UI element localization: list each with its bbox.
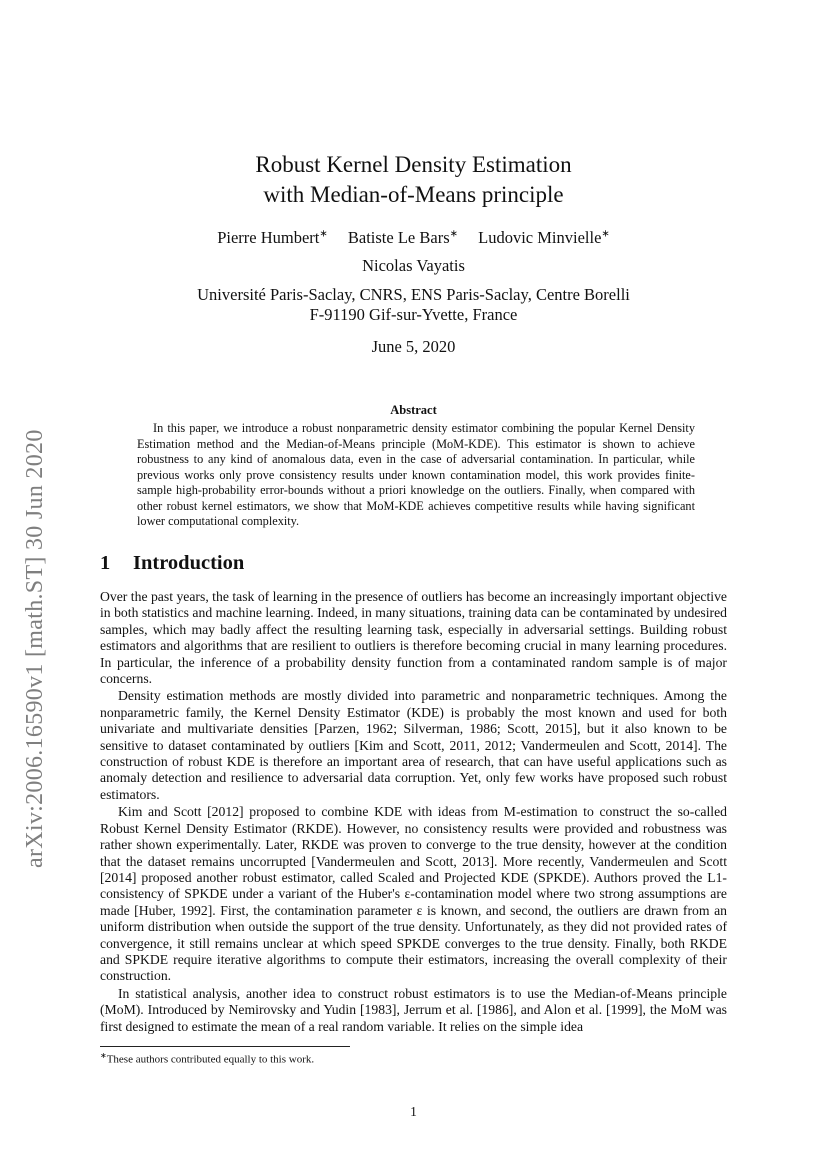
footnote-rule xyxy=(100,1046,350,1047)
affiliation xyxy=(100,285,727,325)
section-title: Introduction xyxy=(133,552,245,574)
author: Nicolas Vayatis xyxy=(362,256,465,275)
footnote-text: These authors contributed equally to this work. xyxy=(106,1053,315,1066)
abstract-heading: Abstract xyxy=(390,403,437,417)
title-line-1: Robust Kernel Density Estimation xyxy=(255,152,572,177)
author: Pierre Humbert∗ xyxy=(217,228,328,247)
footnote xyxy=(100,1051,314,1066)
author: Ludovic Minvielle∗ xyxy=(478,228,610,247)
affiliation-line-1: Université Paris-Saclay, CNRS, ENS Paris-Saclay, Centre Borelli xyxy=(197,285,630,304)
body-text xyxy=(100,589,727,1036)
author: Batiste Le Bars∗ xyxy=(347,228,459,247)
section-heading xyxy=(100,552,244,575)
author-list-line-2 xyxy=(100,256,727,276)
section-number: 1 xyxy=(100,552,111,574)
title-line-2: with Median-of-Means principle xyxy=(263,182,564,207)
publication-date: June 5, 2020 xyxy=(371,337,456,356)
author-list xyxy=(100,228,727,248)
paragraph: Kim and Scott [2012] proposed to combine KDE with ideas from M-estimation to construct the so-called Robust Kernel Density Estimator (RKDE). However, no consistency results were provided and robustness was rather shown experimentally. Later, RKDE was proven to converge to the true density, however at the condition that the dataset remains uncorrupted [Vandermeulen and Scott, 2013]. More recently, Vandermeulen and Scott [2014] proposed another robust estimator, called Scaled and Projected KDE (SPKDE). Authors proved the L1-consistency of SPKDE under a variant of the Huber's ε-contamination model where two strong assumptions are made [Huber, 1992]. First, the contamination parameter ε is known, and second, the outliers are drawn from an uniform distribution when outside the support of the true density. Unfortunately, as they did not provided rates of convergence, it still remains unclear at which speed SPKDE converges to the true density. Finally, both RKDE and SPKDE require iterative algorithms to compute their estimators, increasing the overall complexity of their construction. xyxy=(100,804,727,984)
arxiv-identifier[interactable]: arXiv:2006.16590v1 [math.ST] 30 Jun 2020 xyxy=(22,429,48,868)
affiliation-line-2: F-91190 Gif-sur-Yvette, France xyxy=(309,305,518,324)
paragraph: In statistical analysis, another idea to construct robust estimators is to use the Median-of-Means principle (MoM). Introduced by Nemirovsky and Yudin [1983], Jerrum et al. [1986], and Alon et al. [1999], the MoM was first designed to estimate the mean of a real random variable. It relies on the simple idea xyxy=(100,985,727,1034)
paragraph: Density estimation methods are mostly divided into parametric and nonparametric techniques. Among the nonparametric family, the Kernel Density Estimator (KDE) is probably the most known and used for both univariate and multivariate densities [Parzen, 1962; Silverman, 1986; Scott, 2015], but it also known to be sensitive to dataset contaminated by outliers [Kim and Scott, 2011, 2012; Vandermeulen and Scott, 2014]. The construction of robust KDE is therefore an important area of research, that can have useful applications such as anomaly detection and resilience to adversarial data corruption. Yet, only few works have proposed such robust estimators. xyxy=(100,688,727,802)
page-number: 1 xyxy=(410,1104,417,1119)
paragraph: Over the past years, the task of learning in the presence of outliers has become an increasingly important objective in both statistics and machine learning. Indeed, in many situations, training data can be contaminated by undesired samples, which may badly affect the resulting learning task, especially in adversarial settings. Building robust estimators and algorithms that are resilient to outliers is therefore becoming crucial in many learning procedures. In particular, the inference of a probability density function from a contaminated random sample is of major concerns. xyxy=(100,589,727,687)
abstract-text: In this paper, we introduce a robust nonparametric density estimator combining the popular Kernel Density Estimation method and the Median-of-Means principle (MoM-KDE). This estimator is shown to achieve robustness to any kind of anomalous data, even in the case of adversarial contamination. In particular, while previous works only prove consistency results under known contamination model, this work provides finite-sample high-probability error-bounds without a priori knowledge on the outliers. Finally, when compared with other robust kernel estimators, we show that MoM-KDE achieves competitive results while having significant lower computational complexity. xyxy=(137,421,695,528)
paper-title xyxy=(100,150,727,210)
footnote-mark: ∗ xyxy=(100,1051,107,1060)
